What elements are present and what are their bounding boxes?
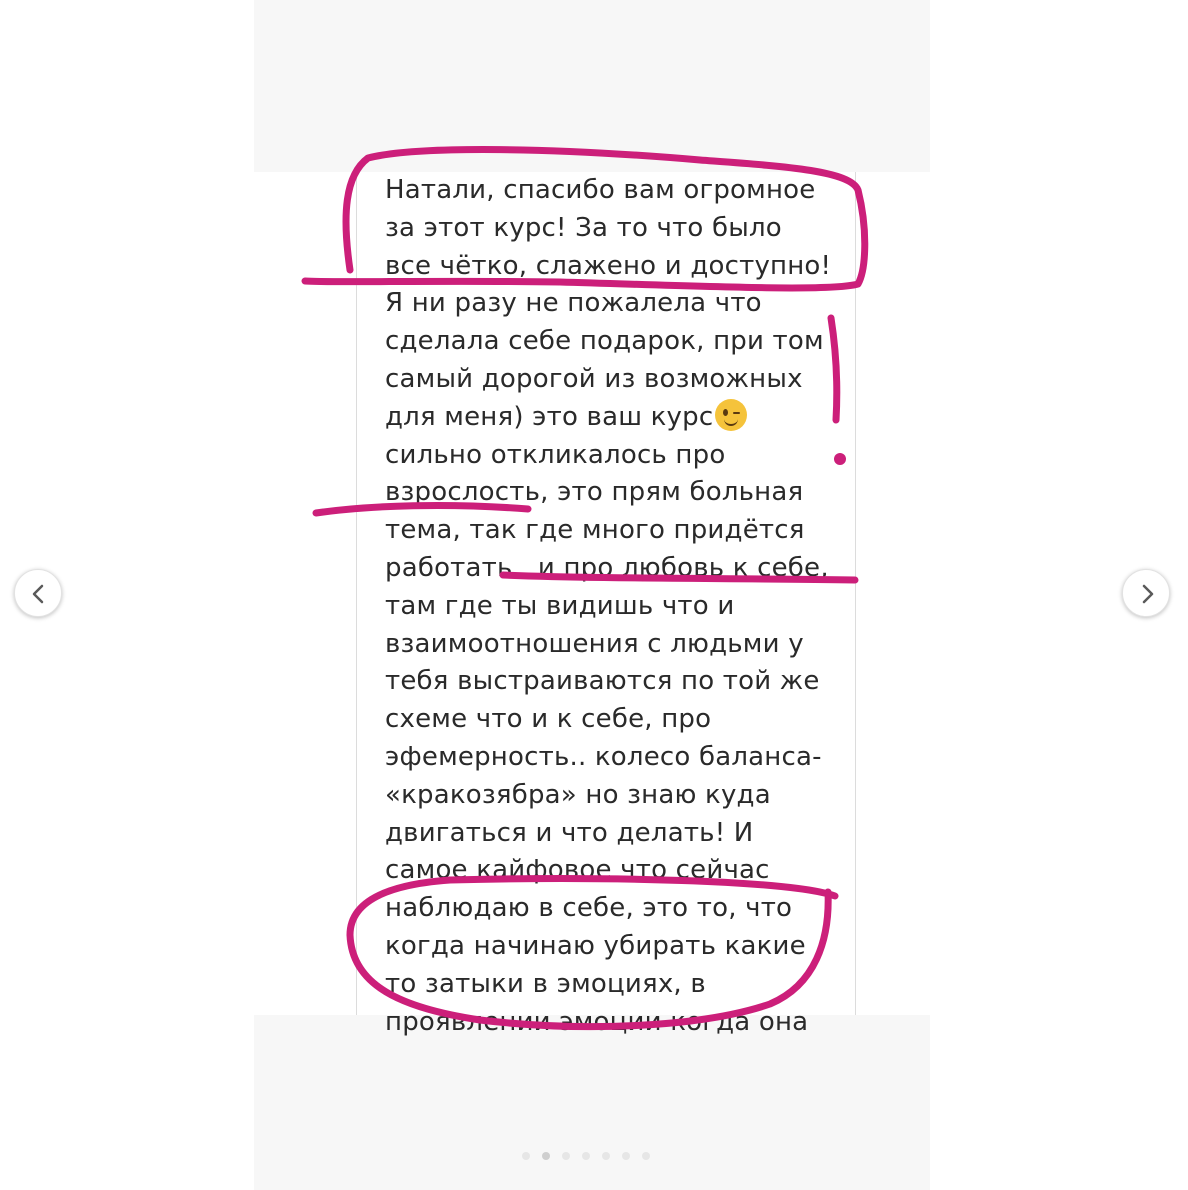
previous-button[interactable] [14,569,62,617]
message-line: самое кайфовое что сейчас [385,855,770,886]
pagination-dot[interactable] [582,1152,590,1160]
pagination-dot-active[interactable] [542,1152,550,1160]
message-line: эфемерность.. колесо баланса- [385,741,822,772]
message-line: «кракозябра» но знаю куда [385,779,771,810]
message-line: работать.. и про любовь к себе, [385,552,829,583]
pagination-dot[interactable] [622,1152,630,1160]
message-line: проявлении эмоции когда она [385,1006,809,1037]
chevron-left-icon [27,582,51,606]
chevron-right-icon [1135,582,1159,606]
message-line: то затыки в эмоциях, в [385,968,706,999]
message-line: наблюдаю в себе, это то, что [385,893,793,924]
pagination-dots [522,1152,650,1160]
message-line: взаимоотношения с людьми у [385,628,804,659]
message-line: двигаться и что делать! И [385,817,754,848]
message-line: тебя выстраиваются по той же [385,666,820,697]
message-line: тема, так где много придётся [385,515,805,546]
message-line: за этот курс! За то что было [385,212,782,243]
message-line: сделала себе подарок, при том [385,326,824,357]
message-line-text: для меня) это ваш курс [385,401,714,432]
message-line: все чётко, слажено и доступно! [385,250,832,281]
message-line: самый дорогой из возможных [385,363,803,394]
message-line: когда начинаю убирать какие [385,930,806,961]
pagination-dot[interactable] [522,1152,530,1160]
message-text [385,172,831,1041]
message-line: Я ни разу не пожалела что [385,288,762,319]
message-line: взрослость, это прям больная [385,477,804,508]
message-line: Натали, спасибо вам огромное [385,175,816,205]
message-line: схеме что и к себе, про [385,704,712,735]
message-line: сильно откликалось про [385,439,726,470]
pagination-dot[interactable] [562,1152,570,1160]
pagination-dot[interactable] [642,1152,650,1160]
message-line: там где ты видишь что и [385,590,735,621]
next-button[interactable] [1122,569,1170,617]
pagination-dot[interactable] [602,1152,610,1160]
message-bubble [356,172,856,1037]
winking-face-emoji-icon [715,399,747,431]
message-line [385,399,831,437]
